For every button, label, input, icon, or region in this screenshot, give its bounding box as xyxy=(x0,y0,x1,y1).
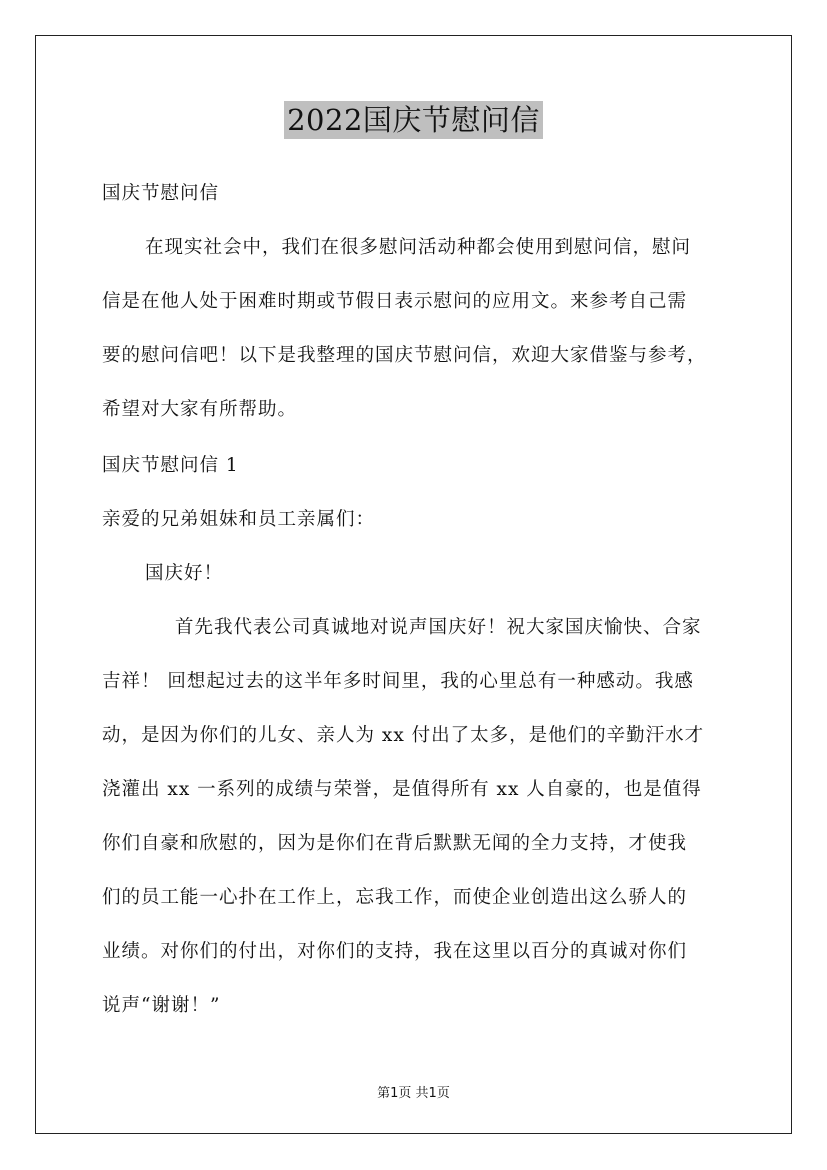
heading-1: 国庆节慰问信 xyxy=(102,183,220,204)
document-title: 2022国庆节慰问信 xyxy=(284,101,543,139)
heading-2: 国庆节慰问信 1 xyxy=(102,455,239,476)
greeting: 国庆好！ xyxy=(145,563,224,584)
body-line-6: 们的员工能一心扑在工作上，忘我工作，而使企业创造出这么骄人的 xyxy=(102,887,688,908)
body-line-4: 浇灌出 xx 一系列的成绩与荣誉，是值得所有 xx 人自豪的，也是值得 xyxy=(102,779,702,800)
document-title-block xyxy=(0,98,827,139)
body-line-3: 动，是因为你们的儿女、亲人为 xx 付出了太多，是他们的辛勤汗水才 xyxy=(102,725,705,746)
page-footer: 第1页 共1页 xyxy=(377,1086,450,1101)
body-line-2: 吉祥！ 回想起过去的这半年多时间里，我的心里总有一种感动。我感 xyxy=(102,671,694,692)
intro-line-2: 信是在他人处于困难时期或节假日表示慰问的应用文。来参考自己需 xyxy=(102,291,688,312)
body-line-5: 你们自豪和欣慰的，因为是你们在背后默默无闻的全力支持，才使我 xyxy=(102,833,688,854)
body-line-7: 业绩。对你们的付出，对你们的支持，我在这里以百分的真诚对你们 xyxy=(102,941,688,962)
intro-line-1: 在现实社会中，我们在很多慰问活动种都会使用到慰问信，慰问 xyxy=(145,237,692,258)
body-line-1: 首先我代表公司真诚地对说声国庆好！祝大家国庆愉快、合家 xyxy=(175,617,702,638)
intro-line-4: 希望对大家有所帮助。 xyxy=(102,399,298,420)
body-line-8: 说声“谢谢！” xyxy=(102,995,221,1016)
salutation: 亲爱的兄弟姐妹和员工亲属们： xyxy=(102,509,376,530)
intro-line-3: 要的慰问信吧！以下是我整理的国庆节慰问信，欢迎大家借鉴与参考， xyxy=(102,345,707,366)
